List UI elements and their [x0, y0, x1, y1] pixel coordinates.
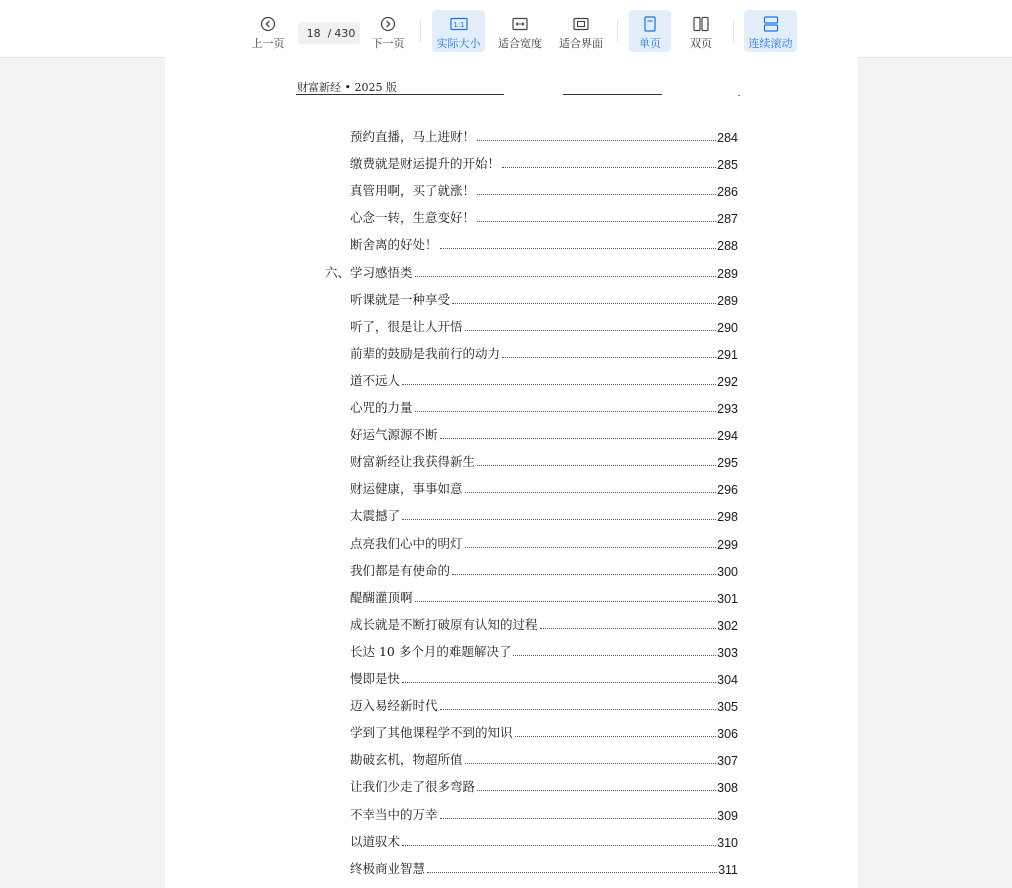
toc-leader-dots: [402, 384, 716, 385]
toc-leader-dots: [415, 411, 717, 412]
toc-entry-title: 听了，很是让人开悟: [350, 319, 463, 334]
toc-entry[interactable]: [350, 559, 738, 579]
toc-entry-title: 我们都是有使命的: [350, 563, 451, 578]
toc-entry-title: 不幸当中的万幸: [350, 807, 438, 822]
fit-page-label: 适合界面: [559, 37, 603, 50]
toc-entry-page-number: 306: [717, 727, 738, 741]
page-separator: /: [327, 26, 332, 40]
chevron-right-circle-icon: [380, 14, 396, 34]
toc-entry-title: 迈入易经新时代: [350, 698, 438, 713]
toc-entry-page-number: 292: [717, 375, 738, 389]
toc-entry[interactable]: [350, 396, 738, 416]
toc-entry[interactable]: [350, 857, 738, 877]
toc-entry-title: 财运健康，事事如意: [350, 481, 463, 496]
toc-entry[interactable]: [350, 830, 738, 850]
toc-leader-dots: [477, 790, 716, 791]
toc-leader-dots: [402, 519, 716, 520]
toc-entry-title: 道不远人: [350, 373, 401, 388]
toc-leader-dots: [465, 763, 717, 764]
toc-entry-page-number: 310: [717, 836, 738, 850]
toc-entry[interactable]: [350, 694, 738, 714]
toc-leader-dots: [452, 574, 716, 575]
fit-width-label: 适合宽度: [498, 37, 542, 50]
toc-entry-title: 听课就是一种享受: [350, 292, 451, 307]
toc-entry[interactable]: [350, 206, 738, 226]
toc-entry-title: 心念一转，生意变好！: [350, 210, 476, 225]
toc-entry-title: 缴费就是财运提升的开始！: [350, 156, 501, 171]
next-page-label: 下一页: [371, 37, 405, 50]
toc-leader-dots: [477, 194, 716, 195]
toolbar-divider: [617, 20, 618, 42]
total-pages: 430: [334, 26, 356, 40]
toc-entry-page-number: 307: [717, 754, 738, 768]
header-rule: [738, 95, 740, 96]
toc-entry-title: 以道驭术: [350, 834, 401, 849]
toc-entry-page-number: 295: [717, 456, 738, 470]
toc-leader-dots: [440, 818, 717, 819]
toc-entry-page-number: 286: [717, 185, 738, 199]
toc-entry[interactable]: [350, 152, 738, 172]
double-page-icon: [693, 14, 709, 34]
toc-entry-title: 断舍离的好处！: [350, 237, 438, 252]
fit-width-button[interactable]: [494, 10, 546, 52]
toc-entry-title: 长达 10 多个月的难题解决了: [350, 644, 512, 659]
toc-entry[interactable]: [350, 233, 738, 253]
toc-entry-title: 点亮我们心中的明灯: [350, 536, 463, 551]
toc-entry[interactable]: [350, 315, 738, 335]
toc-entry-title: 慢即是快: [350, 671, 401, 686]
toc-leader-dots: [513, 655, 716, 656]
toc-entry-page-number: 300: [717, 565, 738, 579]
toc-entry-page-number: 288: [717, 239, 738, 253]
single-page-icon: [644, 14, 656, 34]
toolbar-divider: [420, 20, 421, 42]
toc-leader-dots: [440, 248, 717, 249]
toc-entry-page-number: 287: [717, 212, 738, 226]
toc-entry[interactable]: [350, 504, 738, 524]
toc-entry-title: 让我们少走了很多弯路: [350, 779, 476, 794]
toc-entry[interactable]: [350, 179, 738, 199]
toc-entry-page-number: 301: [717, 592, 738, 606]
prev-page-label: 上一页: [251, 37, 285, 50]
toc-entry-title: 心咒的力量: [350, 400, 413, 415]
running-header: 财富新经 • 2025 版: [297, 81, 397, 94]
toc-entry[interactable]: [325, 261, 738, 281]
toc-leader-dots: [515, 736, 717, 737]
fit-width-icon: [512, 14, 528, 34]
toc-entry[interactable]: [350, 125, 738, 145]
toc-leader-dots: [465, 330, 717, 331]
viewer-toolbar: [0, 0, 1012, 58]
toc-entry-title: 醍醐灌顶啊: [350, 590, 413, 605]
toc-leader-dots: [452, 303, 716, 304]
toc-entry-page-number: 298: [717, 510, 738, 524]
toc-entry-page-number: 303: [717, 646, 738, 660]
toc-entry-page-number: 309: [717, 809, 738, 823]
toc-entry-title: 太震撼了: [350, 508, 401, 523]
toc-entry[interactable]: [350, 423, 738, 443]
toc-entry-title: 前辈的鼓励是我前行的动力: [350, 346, 501, 361]
toc-entry-title: 好运气源源不断: [350, 427, 438, 442]
continuous-scroll-icon: [763, 14, 779, 34]
toc-leader-dots: [415, 601, 717, 602]
toc-entry-title: 终极商业智慧: [350, 861, 426, 876]
toc-entry[interactable]: [350, 532, 738, 552]
toc-entry[interactable]: [350, 721, 738, 741]
toc-entry[interactable]: [350, 586, 738, 606]
toc-entry-page-number: 289: [717, 267, 738, 281]
toc-entry-page-number: 308: [717, 781, 738, 795]
toc-entry-page-number: 290: [717, 321, 738, 335]
toc-leader-dots: [427, 872, 717, 873]
continuous-scroll-label: 连续滚动: [748, 37, 793, 50]
toc-leader-dots: [477, 140, 716, 141]
toc-entry-title: 成长就是不断打破原有认知的过程: [350, 617, 538, 632]
fit-page-icon: [573, 14, 589, 34]
toc-leader-dots: [402, 845, 716, 846]
toc-entry-page-number: 302: [717, 619, 738, 633]
svg-text:1:1: 1:1: [452, 21, 465, 29]
toc-entry-title: 六、学习感悟类: [325, 265, 413, 280]
toc-entry-page-number: 289: [717, 294, 738, 308]
toc-entry[interactable]: [350, 369, 738, 389]
toc-entry-page-number: 294: [717, 429, 738, 443]
toc-entry-page-number: 285: [717, 158, 738, 172]
toc-leader-dots: [440, 709, 717, 710]
toc-entry-title: 财富新经让我获得新生: [350, 454, 476, 469]
toc-entry[interactable]: [350, 803, 738, 823]
toc-entry-title: 真管用啊，买了就涨！: [350, 183, 476, 198]
toc-leader-dots: [402, 682, 716, 683]
chevron-left-circle-icon: [260, 14, 276, 34]
double-page-label: 双页: [690, 37, 712, 50]
toc-entry-title: 学到了其他课程学不到的知识: [350, 725, 513, 740]
page-indicator: [298, 22, 360, 44]
toc-leader-dots: [415, 276, 717, 277]
toc-entry-title: 预约直播，马上进财！: [350, 129, 476, 144]
actual-size-button[interactable]: [432, 10, 485, 52]
toc-entry-page-number: 291: [717, 348, 738, 362]
toc-entry[interactable]: [350, 748, 738, 768]
toc-entry-page-number: 293: [717, 402, 738, 416]
toc-entry-page-number: 284: [717, 131, 738, 145]
next-page-button[interactable]: [366, 10, 410, 52]
toc-entry[interactable]: [350, 667, 738, 687]
toc-entry-page-number: 299: [717, 538, 738, 552]
toc-entry[interactable]: [350, 640, 738, 660]
single-page-button[interactable]: [629, 10, 671, 52]
prev-page-button[interactable]: [246, 10, 290, 52]
toc-entry-page-number: 305: [717, 700, 738, 714]
header-rule: [563, 94, 662, 95]
continuous-scroll-button[interactable]: [744, 10, 797, 52]
toc-leader-dots: [477, 221, 716, 222]
document-page: [165, 57, 858, 888]
toc-leader-dots: [440, 438, 717, 439]
toc-entry[interactable]: [350, 775, 738, 795]
header-rule: [296, 94, 504, 95]
toc-leader-dots: [502, 167, 716, 168]
current-page-input[interactable]: [303, 27, 325, 40]
toc-entry[interactable]: [350, 288, 738, 308]
double-page-button[interactable]: [680, 10, 722, 52]
toc-entry[interactable]: [350, 613, 738, 633]
actual-size-label: 实际大小: [436, 37, 481, 50]
single-page-label: 单页: [639, 37, 661, 50]
toc-leader-dots: [502, 357, 716, 358]
toc-entry-page-number: 311: [718, 863, 738, 877]
toc-entry-page-number: 304: [717, 673, 738, 687]
fit-page-button[interactable]: [555, 10, 607, 52]
toc-leader-dots: [540, 628, 717, 629]
toc-entry[interactable]: [350, 450, 738, 470]
toc-leader-dots: [477, 465, 716, 466]
toc-entry[interactable]: [350, 342, 738, 362]
one-to-one-icon: [450, 14, 468, 34]
toc-entry-title: 勘破玄机，物超所值: [350, 752, 463, 767]
toc-entry[interactable]: [350, 477, 738, 497]
toc-leader-dots: [465, 492, 717, 493]
toolbar-divider: [733, 20, 734, 42]
toc-leader-dots: [465, 547, 717, 548]
toc-entry-page-number: 296: [717, 483, 738, 497]
